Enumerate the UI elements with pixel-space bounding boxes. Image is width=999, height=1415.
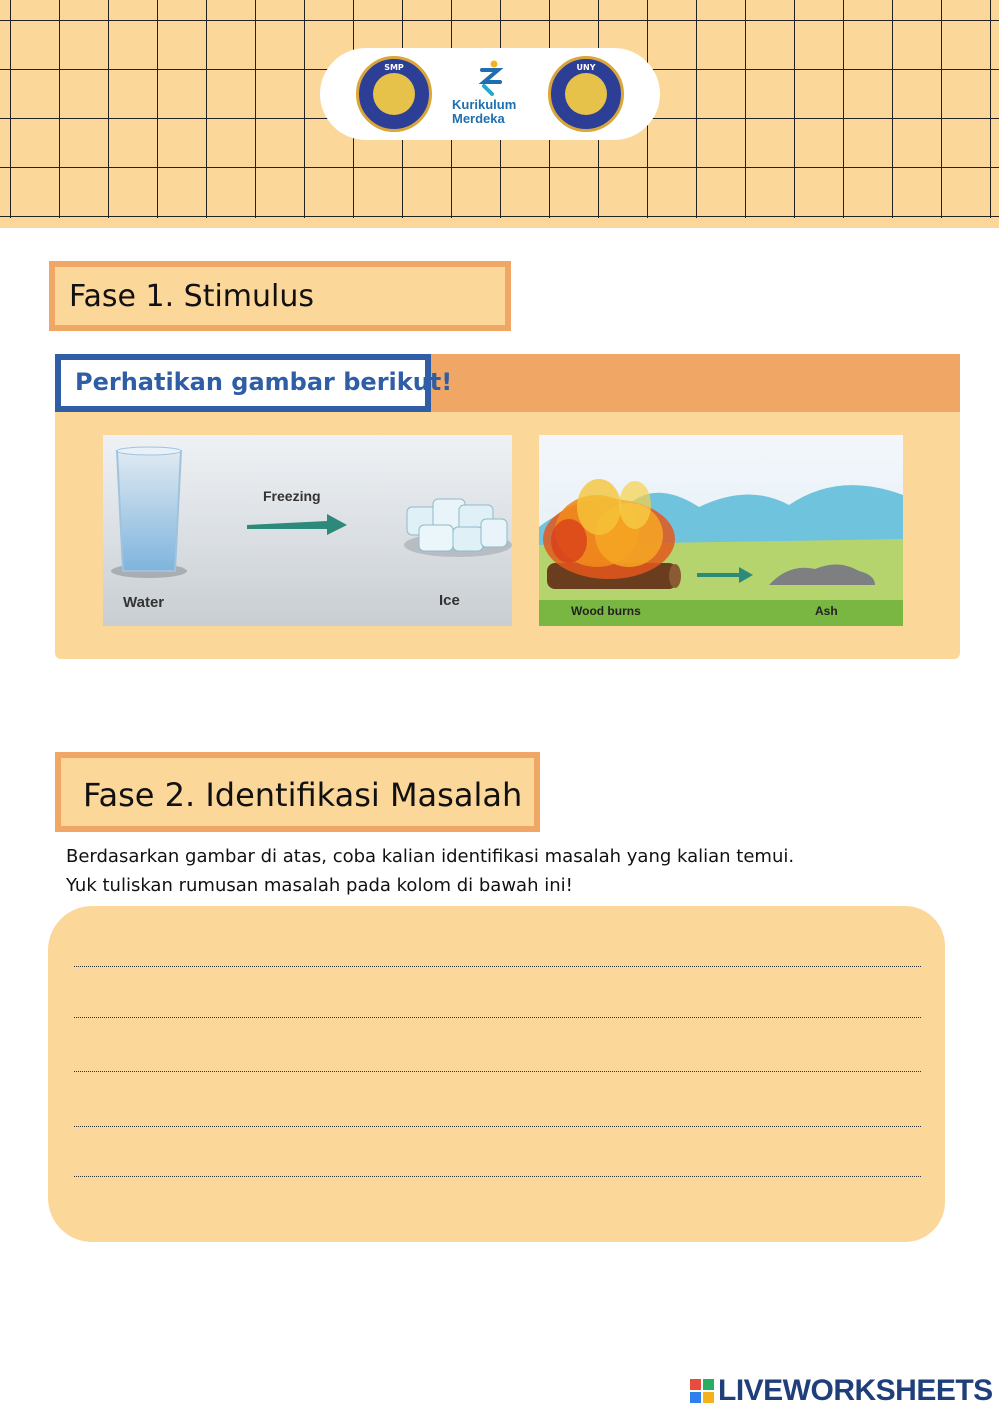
university-seal-text: UNY (576, 63, 596, 72)
phase1-title: Fase 1. Stimulus (49, 261, 511, 331)
freezing-label: Freezing (263, 488, 321, 504)
answer-writing-area[interactable] (48, 906, 945, 1242)
answer-line-3[interactable] (74, 1071, 921, 1072)
stimulus-instruction-box (55, 354, 453, 412)
merdeka-text: Merdeka (452, 111, 505, 126)
ice-label: Ice (439, 592, 460, 609)
instruction-line-1: Berdasarkan gambar di atas, coba kalian identifikasi masalah yang kalian temui. (66, 846, 795, 867)
answer-line-4[interactable] (74, 1126, 921, 1127)
kurikulum-figure-icon (474, 60, 506, 96)
wood-burns-label: Wood burns (571, 604, 641, 618)
kurikulum-merdeka-logo (450, 60, 530, 130)
water-label: Water (123, 594, 165, 611)
school-seal-text: SMP (384, 63, 404, 72)
liveworksheets-logo-icon (690, 1379, 714, 1403)
stimulus-panel (55, 354, 960, 659)
answer-line-1[interactable] (74, 966, 921, 967)
phase2-instructions (66, 842, 794, 900)
phase2-title: Fase 2. Identifikasi Masalah (55, 752, 540, 832)
stimulus-instruction: Perhatikan gambar berikut! (61, 360, 425, 406)
ash-label: Ash (815, 604, 838, 618)
instruction-line-2: Yuk tuliskan rumusan masalah pada kolom di bawah ini! (66, 875, 573, 896)
freezing-illustration (103, 435, 512, 626)
kurikulum-text: Kurikulum (452, 97, 517, 112)
answer-line-5[interactable] (74, 1176, 921, 1177)
glass-of-water-icon (117, 451, 181, 571)
logo-banner (320, 48, 660, 140)
answer-line-2[interactable] (74, 1017, 921, 1018)
school-seal-logo (356, 56, 432, 132)
university-seal-logo (548, 56, 624, 132)
burning-wood-illustration (539, 435, 903, 626)
liveworksheets-brand (690, 1374, 993, 1408)
liveworksheets-text: LIVEWORKSHEETS (718, 1374, 993, 1407)
